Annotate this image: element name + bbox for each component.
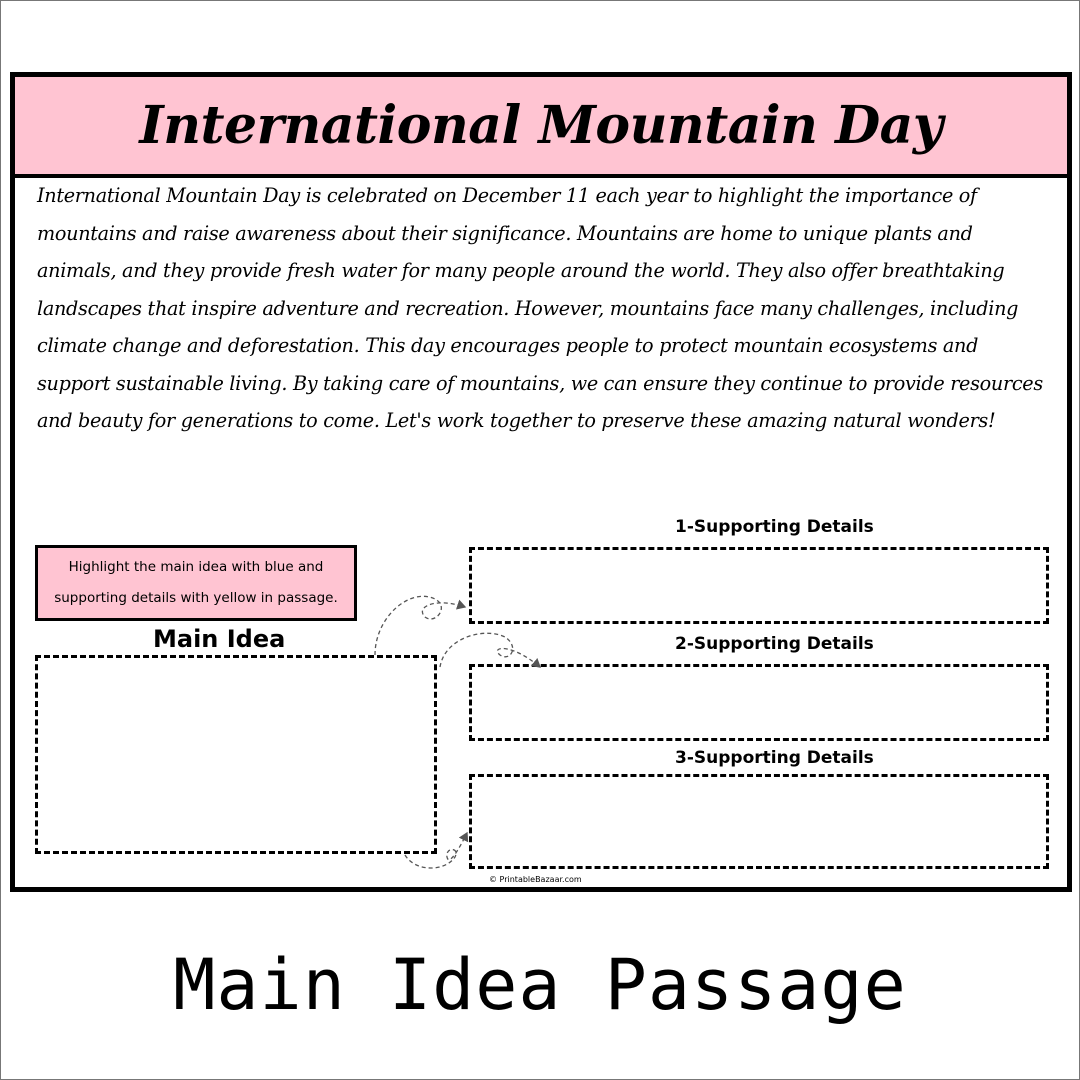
supporting-detail-3-answer-box[interactable] [469,774,1049,869]
supporting-detail-2-answer-box[interactable] [469,664,1049,741]
product-caption: Main Idea Passage [173,944,907,1026]
reading-passage: International Mountain Day is celebrated on December 11 each year to highlight the importance of mountains and raise awareness about their significance. Mountains are home to unique plants and animals, and they provide fresh water for many people around the world. They also offer breathtaking landscapes that inspire adventure and recreation. However, mountains face many challenges, including climate change and deforestation. This day encourages people to protect mountain ecosystems and support sustainable living. By taking care of mountains, we can ensure they continue to provide resources and beauty for generations to come. Let's work together to preserve these amazing natural wonders! [37,184,1043,432]
supporting-detail-1-answer-box[interactable] [469,547,1049,624]
supporting-detail-3-label: 3-Supporting Details [675,748,874,768]
main-idea-answer-box[interactable] [35,655,437,854]
worksheet [10,72,1072,892]
main-idea-label: Main Idea [153,625,286,653]
instruction-text: Highlight the main idea with blue and supporting details with yellow in passage. [54,559,338,606]
supporting-detail-2-label: 2-Supporting Details [675,634,874,654]
arrow-to-detail-1 [375,596,465,655]
instruction-box [35,545,357,621]
arrow-to-detail-2 [440,633,540,667]
worksheet-title: International Mountain Day [139,95,943,156]
supporting-detail-1-label: 1-Supporting Details [675,517,874,537]
copyright-notice: © PrintableBazaar.com [489,875,582,884]
title-banner [15,77,1067,178]
